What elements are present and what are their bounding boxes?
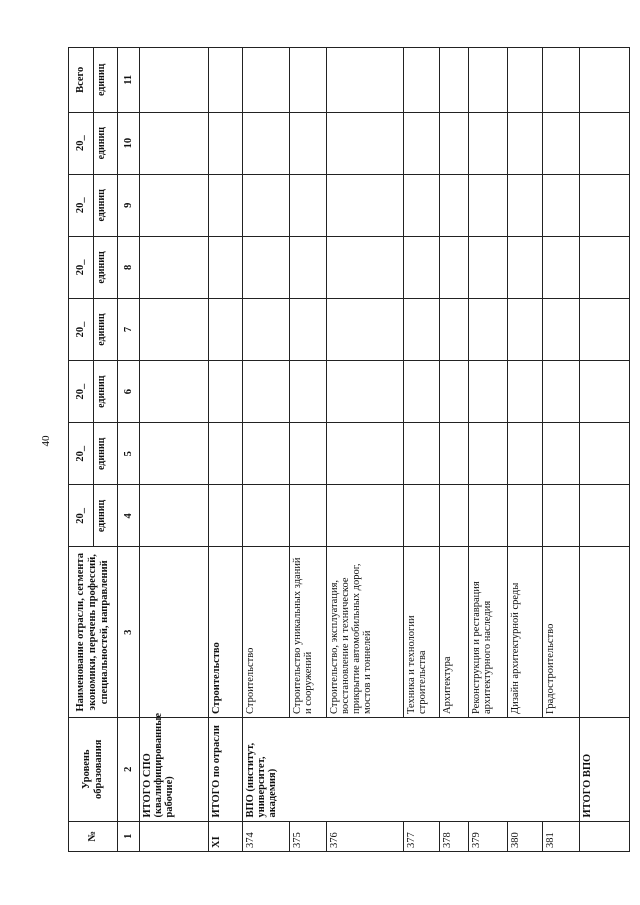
row-level: ИТОГО ВПО <box>580 718 630 822</box>
row-num: 380 <box>508 821 542 851</box>
row-num: 377 <box>404 821 439 851</box>
header-unit: единиц <box>93 423 118 485</box>
header-year: 20_ <box>69 423 94 485</box>
column-number: 3 <box>118 547 139 718</box>
column-number-row <box>118 48 139 852</box>
row-name: Техника и технологии строительства <box>404 547 439 718</box>
column-number: 9 <box>118 174 139 236</box>
header-unit: единиц <box>93 485 118 547</box>
row-name: Градостроительство <box>542 547 580 718</box>
column-number: 5 <box>118 423 139 485</box>
row-num: 374 <box>243 821 290 851</box>
table-row <box>208 48 242 852</box>
header-name: Наименование отрасли, сегмента экономики, перечень профессий, специальностей, направлений <box>69 547 118 718</box>
header-unit: единиц <box>93 174 118 236</box>
row-level: ИТОГО по отрасли <box>208 718 242 822</box>
table-row <box>580 48 630 852</box>
header-unit: единиц <box>93 361 118 423</box>
header-year: 20_ <box>69 112 94 174</box>
header-level: Уровень образования <box>69 718 118 822</box>
row-num <box>139 821 208 851</box>
column-number: 6 <box>118 361 139 423</box>
header-total: Всего <box>69 48 94 113</box>
header-year: 20_ <box>69 485 94 547</box>
header-year: 20_ <box>69 174 94 236</box>
row-name: Реконструкция и реставрация архитектурного наследия <box>468 547 508 718</box>
page-number: 40 <box>40 435 52 447</box>
header-num: № <box>69 821 118 851</box>
table-row <box>139 48 208 852</box>
column-number: 4 <box>118 485 139 547</box>
column-number: 10 <box>118 112 139 174</box>
row-name: Дизайн архитектурной среды <box>508 547 542 718</box>
row-num: 379 <box>468 821 508 851</box>
table-row <box>243 48 290 852</box>
header-year: 20_ <box>69 361 94 423</box>
row-name: Строительство, эксплуатация, восстановление и техническое прикрытие автомобильных дорог, мостов и тоннелей <box>326 547 403 718</box>
row-name: Строительство <box>243 547 290 718</box>
row-name: Строительство <box>208 547 242 718</box>
row-num: 375 <box>290 821 327 851</box>
column-number: 1 <box>118 821 139 851</box>
row-level: ВПО (институт, университет, академия) <box>243 718 580 822</box>
row-name: Архитектура <box>439 547 468 718</box>
header-year: 20_ <box>69 298 94 360</box>
row-num <box>580 821 630 851</box>
row-name <box>139 547 208 718</box>
row-num: XI <box>208 821 242 851</box>
column-number: 11 <box>118 48 139 113</box>
rotated-table-container <box>68 47 630 852</box>
column-number: 8 <box>118 236 139 298</box>
row-num: 376 <box>326 821 403 851</box>
column-number: 7 <box>118 298 139 360</box>
row-level: ИТОГО СПО (квалифицированные рабочие) <box>139 718 208 822</box>
header-unit: единиц <box>93 298 118 360</box>
header-year: 20_ <box>69 236 94 298</box>
row-num: 381 <box>542 821 580 851</box>
row-name: Строительство уникальных зданий и сооружений <box>290 547 327 718</box>
column-number: 2 <box>118 718 139 822</box>
row-num: 378 <box>439 821 468 851</box>
data-table <box>68 47 630 852</box>
row-name <box>580 547 630 718</box>
header-unit: единиц <box>93 236 118 298</box>
header-unit: единиц <box>93 48 118 113</box>
header-unit: единиц <box>93 112 118 174</box>
